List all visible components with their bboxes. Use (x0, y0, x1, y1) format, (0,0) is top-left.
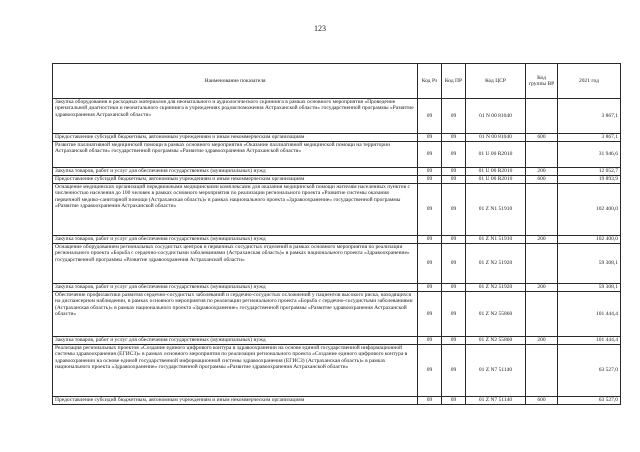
row-vr: 600 (526, 397, 558, 405)
table-row (53, 284, 621, 292)
row-name: Реализация региональных проектов «Создание единого цифрового контура в здравоохранении на основе единой государственной информационной системы здравоохранения (ЕГИСЗ)» в рамках основного мероприятия по реализации регионального проекта «Создание единого цифрового контура в здравоохранении на основе единой государственной информационной системы здравоохранения (ЕГИСЗ) (Астраханская область)» в рамках национального проекта «Здравоохранение» государственной программы «Развитие здравоохранения Астраханской области» (53, 345, 418, 397)
row-csr: 01 U 00 R2010 (466, 142, 526, 168)
row-rz: 09 (418, 168, 442, 176)
row-csr: 01 N 00 81040 (466, 134, 526, 142)
row-vr: 200 (526, 168, 558, 176)
row-rz: 09 (418, 99, 442, 134)
row-name: Оснащение медицинских организаций передвижными медицинскими комплексами для оказания медицинской помощи жителям населенных пунктов с численностью населения до 100 человек в рамках основного мероприятия по реализации регионального проекта «Развитие системы оказания первичной медико-санитарной помощи (Астраханская область)» в рамках национального проекта «Здравоохранение» государственной программы «Развитие здравоохранения Астраханской области» (53, 184, 418, 236)
table-row (53, 337, 621, 345)
row-rz: 09 (418, 345, 442, 397)
header-rz: Код Рз (418, 64, 442, 99)
row-name: Предоставление субсидий бюджетным, автономным учреждениям и иным некоммерческим организациям (53, 176, 418, 184)
row-rz: 09 (418, 236, 442, 244)
row-vr (526, 184, 558, 236)
row-pr: 09 (442, 184, 466, 236)
row-name: Закупка товаров, работ и услуг для обеспечения государственных (муниципальных) нужд (53, 168, 418, 176)
row-vr (526, 292, 558, 337)
row-pr: 09 (442, 345, 466, 397)
row-amount: 63 527,0 (558, 397, 621, 405)
row-name: Закупка товаров, работ и услуг для обеспечения государственных (муниципальных) нужд (53, 337, 418, 345)
row-csr: 01 Z N1 51910 (466, 236, 526, 244)
table-row (53, 397, 621, 405)
table-header-row (53, 64, 621, 99)
row-csr: 01 U 00 R2010 (466, 168, 526, 176)
row-csr: 01 Z N2 55860 (466, 337, 526, 345)
row-rz: 09 (418, 142, 442, 168)
row-pr: 09 (442, 244, 466, 284)
table-row (53, 99, 621, 134)
row-pr: 09 (442, 142, 466, 168)
row-pr: 09 (442, 99, 466, 134)
table-row (53, 176, 621, 184)
row-amount: 3 867,1 (558, 99, 621, 134)
budget-table (52, 63, 621, 405)
row-amount: 59 308,1 (558, 244, 621, 284)
row-name: Обеспечение профилактики развития сердечно-сосудистых заболеваний и сердечно-сосудистых осложнений у пациентов высокого риска, находящихся на диспансерном наблюдении, в рамках основного мероприятия по реализации регионального проекта «Борьба с сердечно-сосудистыми заболеваниями (Астраханская область)» в рамках национального проекта «Здравоохранение» государственной программы «Развитие здравоохранения Астраханской области» (53, 292, 418, 337)
header-csr: Код ЦСР (466, 64, 526, 99)
row-amount: 19 893,9 (558, 176, 621, 184)
row-amount: 102 400,0 (558, 184, 621, 236)
row-csr: 01 Z N7 51140 (466, 397, 526, 405)
row-vr: 600 (526, 134, 558, 142)
row-rz: 09 (418, 244, 442, 284)
row-amount: 102 400,0 (558, 236, 621, 244)
header-pr: Код ПР (442, 64, 466, 99)
row-vr (526, 142, 558, 168)
row-amount: 3 867,1 (558, 134, 621, 142)
row-csr: 01 Z N2 51920 (466, 284, 526, 292)
header-year: 2021 год (558, 64, 621, 99)
row-csr: 01 Z N7 51140 (466, 345, 526, 397)
row-amount: 63 527,0 (558, 345, 621, 397)
row-rz: 09 (418, 134, 442, 142)
row-name: Закупка товаров, работ и услуг для обеспечения государственных (муниципальных) нужд (53, 236, 418, 244)
row-amount: 59 308,1 (558, 284, 621, 292)
row-name: Предоставление субсидий бюджетным, автономным учреждениям и иным некоммерческим организациям (53, 134, 418, 142)
row-amount: 12 052,7 (558, 168, 621, 176)
row-name: Закупка товаров, работ и услуг для обеспечения государственных (муниципальных) нужд (53, 284, 418, 292)
table-row (53, 184, 621, 236)
table-row (53, 244, 621, 284)
row-vr (526, 99, 558, 134)
row-pr: 09 (442, 176, 466, 184)
table-row (53, 168, 621, 176)
table-row (53, 292, 621, 337)
table-row (53, 345, 621, 397)
table-row (53, 236, 621, 244)
row-amount: 31 946,6 (558, 142, 621, 168)
row-name: Предоставление субсидий бюджетным, автономным учреждениям и иным некоммерческим организациям (53, 397, 418, 405)
row-name: Оснащение оборудованием региональных сосудистых центров и первичных сосудистых отделений в рамках основного мероприятия по реализации регионального проекта «Борьба с сердечно-сосудистыми заболеваниями (Астраханская область)» в рамках национального проекта «Здравоохранение» государственной программы «Развитие здравоохранения Астраханской области» (53, 244, 418, 284)
row-rz: 09 (418, 397, 442, 405)
row-vr: 200 (526, 236, 558, 244)
row-pr: 09 (442, 337, 466, 345)
row-csr: 01 Z N2 51920 (466, 244, 526, 284)
row-rz: 09 (418, 337, 442, 345)
row-pr: 09 (442, 134, 466, 142)
row-csr: 01 Z N1 51910 (466, 184, 526, 236)
row-csr: 01 N 00 81040 (466, 99, 526, 134)
row-pr: 09 (442, 236, 466, 244)
row-pr: 09 (442, 168, 466, 176)
row-vr: 200 (526, 284, 558, 292)
row-rz: 09 (418, 284, 442, 292)
row-csr: 01 Z N2 55860 (466, 292, 526, 337)
row-name: Развитие паллиативной медицинской помощи в рамках основного мероприятия «Оказание паллиативной медицинской помощи на территории Астраханской области» государственной программы «Развитие здравоохранения Астраханской области» (53, 142, 418, 168)
row-vr (526, 345, 558, 397)
table-row (53, 142, 621, 168)
row-rz: 09 (418, 176, 442, 184)
row-rz: 09 (418, 292, 442, 337)
row-vr (526, 244, 558, 284)
header-vr: Код группы ВР (526, 64, 558, 99)
row-amount: 101 444,4 (558, 292, 621, 337)
page-number: 123 (314, 24, 326, 33)
row-pr: 09 (442, 397, 466, 405)
row-csr: 01 U 00 R2010 (466, 176, 526, 184)
row-name: Закупка оборудования и расходных материалов для неонатального и аудиологического скрининга в рамках основного мероприятия «Проведение пренатальной диагностики и неонатального скрининга в учреждениях родовспоможения Астраханской области» государственной программы «Развитие здравоохранения Астраханской области» (53, 99, 418, 134)
row-rz: 09 (418, 184, 442, 236)
table-row (53, 134, 621, 142)
row-pr: 09 (442, 292, 466, 337)
header-name: Наименование показателя (53, 64, 418, 99)
row-amount: 101 444,4 (558, 337, 621, 345)
row-pr: 09 (442, 284, 466, 292)
row-vr: 600 (526, 176, 558, 184)
row-vr: 200 (526, 337, 558, 345)
